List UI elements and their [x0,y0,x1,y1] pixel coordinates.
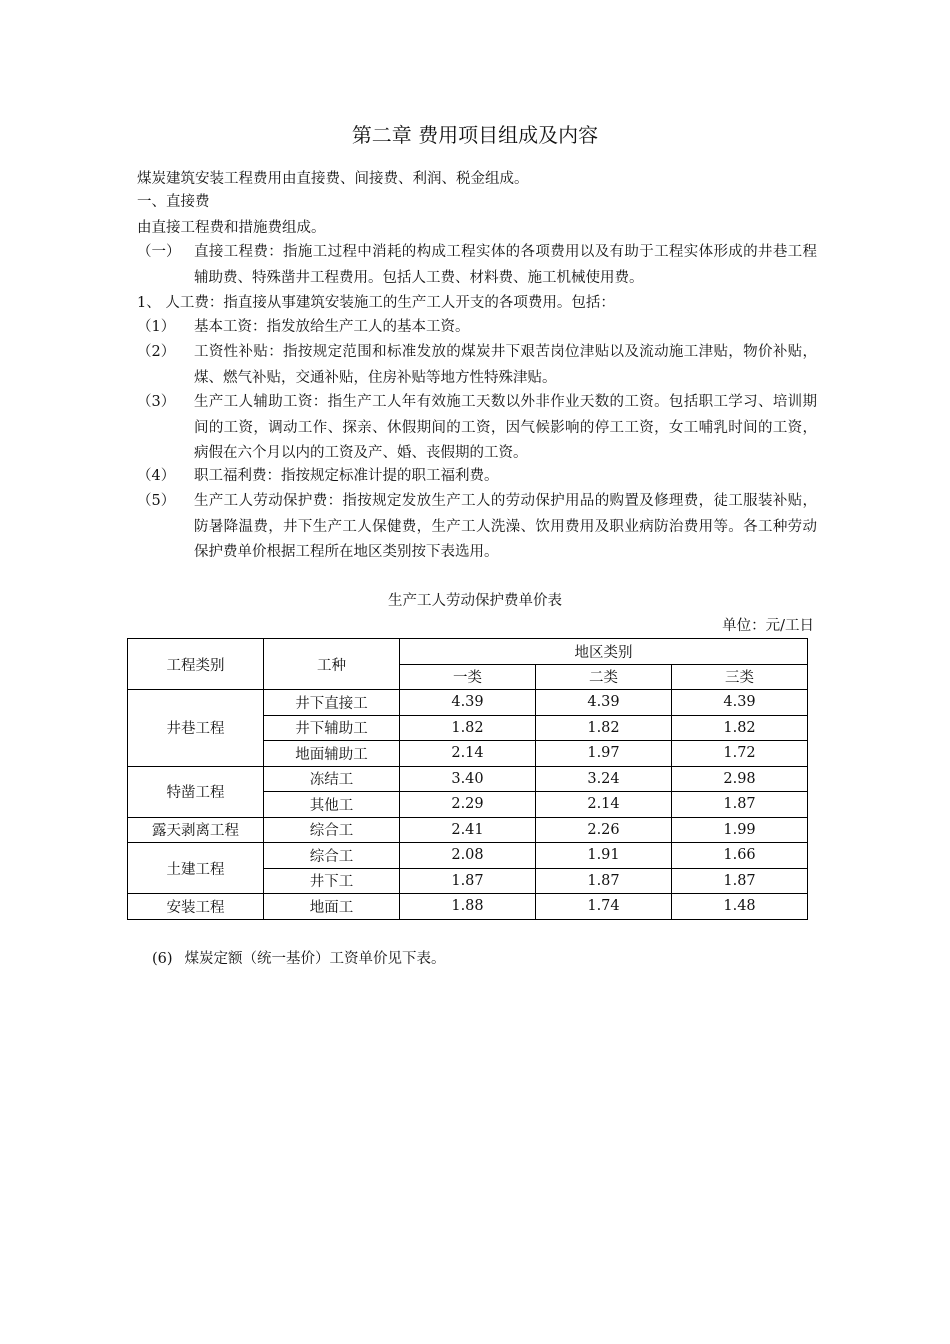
work-type-cell: 冻结工 [264,766,400,792]
group-name: 特凿工程 [128,766,264,817]
table-unit: 单位：元/工日 [722,618,814,634]
sub-item-number: （1） [137,319,176,335]
work-type-cell: 综合工 [264,843,400,869]
item-text: 煤炭定额（统一基价）工资单价见下表。 [184,951,446,967]
value-cell: 2.41 [400,817,536,843]
value-cell: 2.26 [536,817,672,843]
value-cell: 4.39 [672,690,808,716]
sub-item-number: （2） [137,344,176,360]
sub-item-wage-subsidy [137,340,817,391]
value-cell: 2.14 [400,741,536,767]
sub-item-basic-wage [137,315,817,341]
sub-item-auxiliary-wage [137,390,817,467]
header-project-type: 工程类别 [128,639,264,690]
table-row [128,690,808,716]
section-description: 由直接工程费和措施费组成。 [137,220,326,236]
table-row [128,817,808,843]
header-class-1: 一类 [400,664,536,690]
item-number: （一） [137,244,181,260]
sub-item-text: 生产工人劳动保护费：指按规定发放生产工人的劳动保护用品的购置及修理费，徒工服装补贴，防暑降温费，井下生产工人保健费，生产工人洗澡、饮用费用及职业病防治费用等。各工种劳动保护费单价根据工程所在地区类别按下表选用。 [194,493,817,560]
value-cell: 1.72 [672,741,808,767]
work-type-cell: 地面工 [264,894,400,920]
value-cell: 1.87 [672,792,808,818]
header-class-3: 三类 [672,664,808,690]
value-cell: 1.99 [672,817,808,843]
sub-item-text: 工资性补贴：指按规定范围和标准发放的煤炭井下艰苦岗位津贴以及流动施工津贴，物价补贴，煤、燃气补贴，交通补贴，住房补贴等地方性特殊津贴。 [194,344,817,386]
item-6-paragraph [152,948,446,970]
item-text: 直接工程费：指施工过程中消耗的构成工程实体的各项费用以及有助于工程实体形成的井巷工程辅助费、特殊凿井工程费用。包括人工费、材料费、施工机械使用费。 [194,244,817,286]
value-cell: 2.14 [536,792,672,818]
value-cell: 2.98 [672,766,808,792]
work-type-cell: 井下工 [264,868,400,894]
value-cell: 4.39 [536,690,672,716]
value-cell: 1.88 [400,894,536,920]
page-title: 第二章 费用项目组成及内容 [351,123,599,147]
value-cell: 1.82 [536,715,672,741]
group-name: 井巷工程 [128,690,264,767]
value-cell: 1.97 [536,741,672,767]
sub-item-number: （3） [137,394,176,410]
value-cell: 3.24 [536,766,672,792]
item-number: (6) [152,951,173,967]
labor-protection-price-table [127,638,808,920]
value-cell: 1.74 [536,894,672,920]
value-cell: 1.82 [400,715,536,741]
value-cell: 2.29 [400,792,536,818]
header-work-type: 工种 [264,639,400,690]
value-cell: 2.08 [400,843,536,869]
group-name: 露天剥离工程 [128,817,264,843]
value-cell: 1.87 [672,868,808,894]
table-row [128,766,808,792]
sub-item-text: 生产工人辅助工资：指生产工人年有效施工天数以外非作业天数的工资。包括职工学习、培训期间的工资，调动工作、探亲、休假期间的工资，因气候影响的停工工资，女工哺乳时间的工资，病假在六个月以内的工资及产、婚、丧假期的工资。 [194,394,817,461]
work-type-cell: 综合工 [264,817,400,843]
table-row [128,843,808,869]
table-row [128,894,808,920]
intro-paragraph: 煤炭建筑安装工程费用由直接费、间接费、利润、税金组成。 [137,171,529,187]
value-cell: 1.82 [672,715,808,741]
value-cell: 1.48 [672,894,808,920]
sub-item-labor-protection [137,489,817,566]
value-cell: 1.87 [536,868,672,894]
group-name: 土建工程 [128,843,264,894]
value-cell: 4.39 [400,690,536,716]
sub-item-text: 基本工资：指发放给生产工人的基本工资。 [194,319,470,335]
group-name: 安装工程 [128,894,264,920]
value-cell: 1.91 [536,843,672,869]
work-type-cell: 其他工 [264,792,400,818]
item-direct-engineering-cost [137,240,817,291]
sub-item-number: （4） [137,468,176,484]
value-cell: 1.66 [672,843,808,869]
sub-item-welfare [137,464,817,490]
header-region: 地区类别 [400,639,808,665]
table-header-row [128,639,808,665]
labor-cost-heading: 1、 人工费：指直接从事建筑安装施工的生产工人开支的各项费用。包括： [137,295,615,311]
work-type-cell: 地面辅助工 [264,741,400,767]
work-type-cell: 井下辅助工 [264,715,400,741]
work-type-cell: 井下直接工 [264,690,400,716]
sub-item-number: （5） [137,493,176,509]
value-cell: 3.40 [400,766,536,792]
value-cell: 1.87 [400,868,536,894]
table-caption: 生产工人劳动保护费单价表 [388,593,562,609]
section-heading-direct-cost: 一、直接费 [137,194,210,210]
header-class-2: 二类 [536,664,672,690]
sub-item-text: 职工福利费：指按规定标准计提的职工福利费。 [194,468,499,484]
